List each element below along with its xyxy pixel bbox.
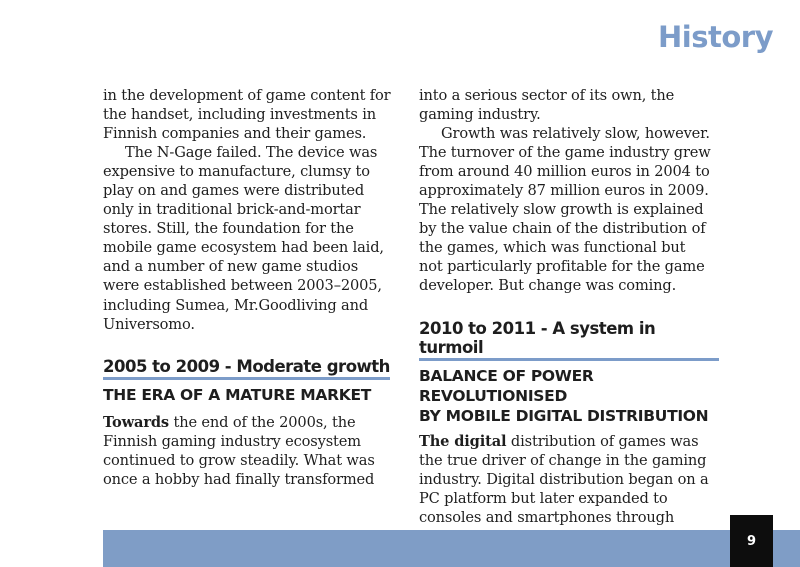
intro-paragraph: in the development of game content for the handset, including investments in Finnish companies and their games. <box>103 87 391 143</box>
ngage-paragraph: The N-Gage failed. The device was expensive to manufacture, clumsy to play on and games were distributed only in traditional brick-and-mortar stores. Still, the foundation for the mobile game ecosystem had been laid, and a number of new game studios were established between 2003–2005, including Sumea, Mr.Goodliving and Universomo. <box>103 144 384 333</box>
right-column <box>419 86 719 527</box>
section-title-2010: 2010 to 2011 - A system in turmoil <box>419 319 719 361</box>
section-subtitle-mature-market: THE ERA OF A MATURE MARKET <box>103 385 372 404</box>
section-title-2005: 2005 to 2009 - Moderate growth <box>103 357 390 380</box>
page-number: 9 <box>730 515 773 567</box>
footer-bar <box>103 530 800 567</box>
continuation-paragraph: into a serious sector of its own, the gaming industry. <box>419 87 675 124</box>
section-subtitle-balance-of-power: BALANCE OF POWER REVOLUTIONISED BY MOBILE DIGITAL DISTRIBUTION <box>419 366 709 425</box>
mature-market-paragraph: Towards the end of the 2000s, the Finnish gaming industry ecosystem continued to grow steadily. What was once a hobby had finally transformed <box>103 413 375 488</box>
page-header-title: History <box>658 20 773 54</box>
digital-distribution-paragraph: The digital distribution of games was the true driver of change in the gaming industry. Digital distribution began on a PC platform but later expanded to consoles and smartphones through <box>419 432 709 526</box>
growth-paragraph: Growth was relatively slow, however. The turnover of the game industry grew from around 40 million euros in 2004 to approximately 87 million euros in 2009. The relatively slow growth is explained by the value chain of the distribution of the games, which was functional but not particularly profitable for the game developer. But change was coming. <box>419 125 711 295</box>
left-column <box>103 86 403 489</box>
